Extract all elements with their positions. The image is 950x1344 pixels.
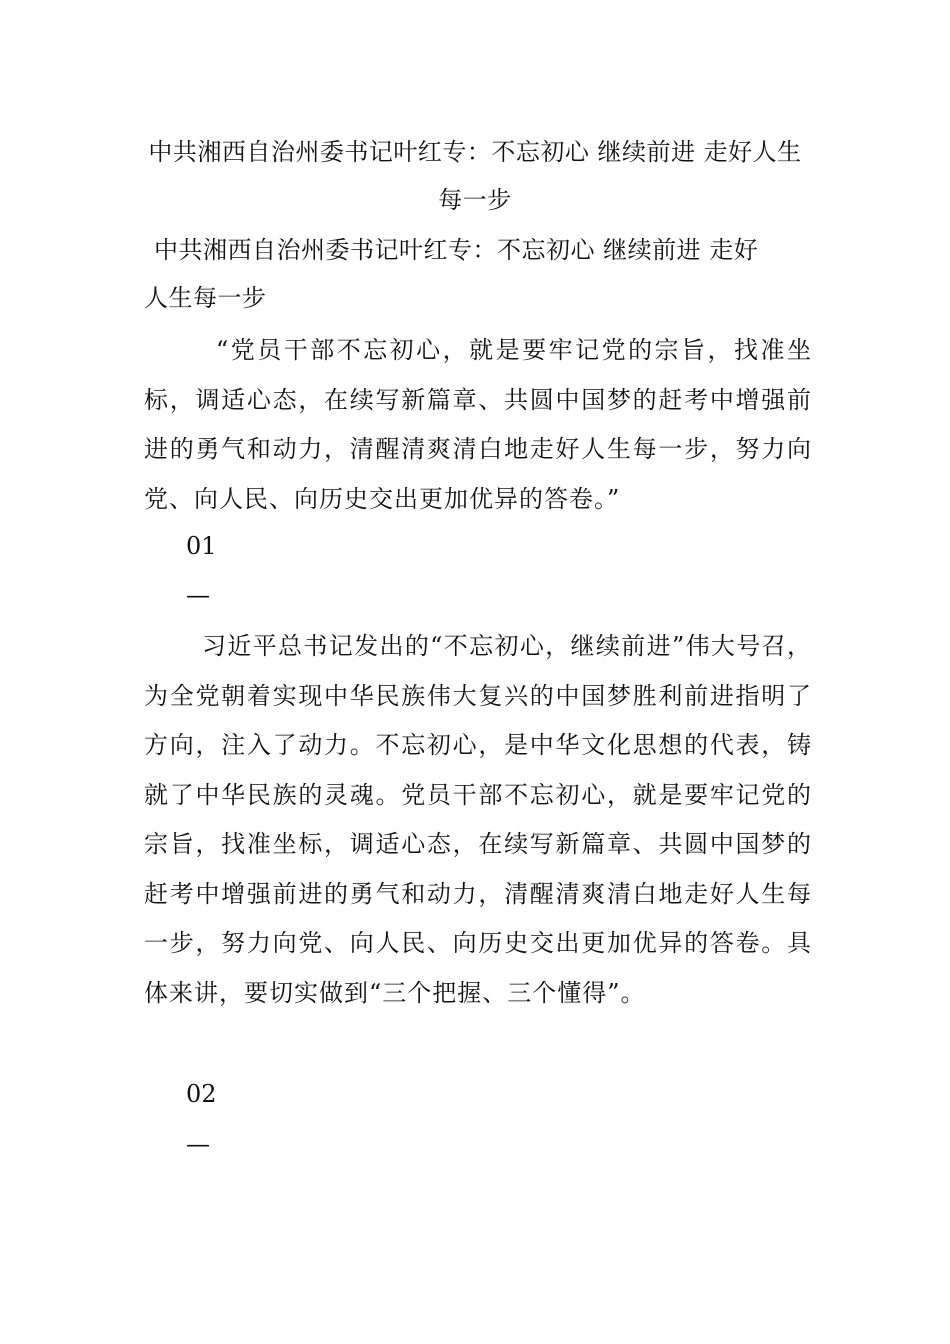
document-subtitle bbox=[144, 226, 814, 322]
section-1-paragraph: 习近平总书记发出的“不忘初心，继续前进”伟大号召，为全党朝着实现中华民族伟大复兴的中国梦胜利前进指明了方向，注入了动力。不忘初心，是中华文化思想的代表，铸就了中华民族的灵魂。党员干部不忘初心，就是要牢记党的宗旨，找准坐标，调适心态，在续写新篇章、共圆中国梦的赶考中增强前进的勇气和动力，清醒清爽清白地走好人生每一步，努力向党、向人民、向历史交出更加优异的答卷。具体来讲，要切实做到“三个把握、三个懂得”。 bbox=[144, 632, 812, 1007]
document-title: 中共湘西自治州委书记叶红专：不忘初心 继续前进 走好人生每一步 bbox=[148, 138, 802, 214]
section-number-01: 01 bbox=[186, 532, 217, 560]
section-dash-01: — bbox=[186, 581, 210, 609]
subtitle-line-2: 人生每一步 bbox=[144, 284, 267, 312]
lead-quote: “党员干部不忘初心，就是要牢记党的宗旨，找准坐标，调适心态，在续写新篇章、共圆中国梦的赶考中增强前进的勇气和动力，清醒清爽清白地走好人生每一步，努力向党、向人民、向历史交出更加优异的答卷。” bbox=[144, 336, 812, 513]
section-dash-02: — bbox=[186, 1130, 210, 1158]
subtitle-line-1: 中共湘西自治州委书记叶红专：不忘初心 继续前进 走好 bbox=[154, 236, 759, 264]
section-number-02: 02 bbox=[186, 1080, 217, 1108]
